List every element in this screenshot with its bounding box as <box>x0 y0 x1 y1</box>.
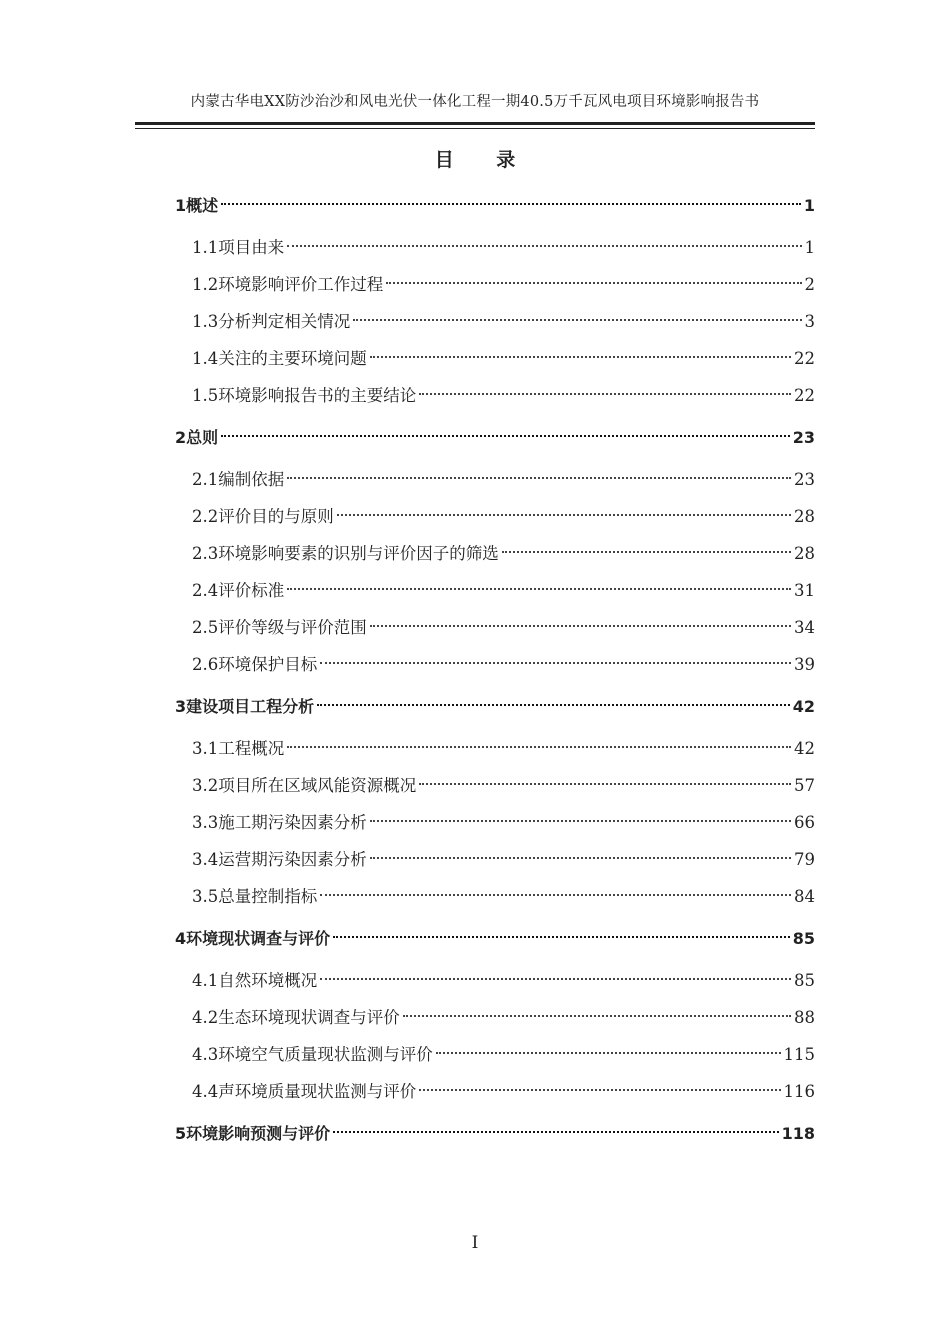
dot-leader <box>221 435 790 437</box>
toc-section-entry[interactable] <box>175 308 815 345</box>
toc-entry-label: 4.1自然环境概况 <box>192 971 318 990</box>
toc-entry-label: 2.5评价等级与评价范围 <box>192 618 367 637</box>
toc-entry-page: 42 <box>794 739 815 758</box>
dot-leader <box>419 393 791 395</box>
toc-entry-page: 3 <box>804 312 815 331</box>
toc-entry-page: 1 <box>803 196 815 215</box>
toc-entry-page: 79 <box>794 850 815 869</box>
dot-leader <box>370 857 791 859</box>
toc-section-entry[interactable] <box>175 809 815 846</box>
toc-section-entry[interactable] <box>175 651 815 688</box>
toc-entry-label: 2.6环境保护目标 <box>192 655 318 674</box>
toc-section-entry[interactable] <box>175 846 815 883</box>
toc-entry-page: 22 <box>794 349 815 368</box>
toc-entry-label: 4环境现状调查与评价 <box>175 929 331 948</box>
page-number: I <box>471 1233 479 1253</box>
dot-leader <box>386 282 801 284</box>
toc-entry-page: 88 <box>794 1008 815 1027</box>
toc-entry-page: 39 <box>794 655 815 674</box>
toc-title: 目 录 <box>434 149 534 171</box>
toc-entry-page: 1 <box>804 238 815 257</box>
header-rule-thin <box>135 128 815 129</box>
dot-leader <box>320 894 791 896</box>
toc-section-entry[interactable] <box>175 382 815 419</box>
toc-entry-label: 3.2项目所在区域风能资源概况 <box>192 776 417 795</box>
toc-entry-page: 57 <box>794 776 815 795</box>
toc-section-entry[interactable] <box>175 614 815 651</box>
dot-leader <box>287 477 791 479</box>
toc-section-entry[interactable] <box>175 1041 815 1078</box>
toc-section-entry[interactable] <box>175 234 815 271</box>
toc-entry-label: 1.3分析判定相关情况 <box>192 312 351 331</box>
header-rule-thick <box>135 122 815 125</box>
toc-entry-page: 115 <box>783 1045 815 1064</box>
toc-entry-label: 3建设项目工程分析 <box>175 697 315 716</box>
dot-leader <box>287 245 801 247</box>
toc-entry-page: 31 <box>794 581 815 600</box>
toc-entry-page: 85 <box>794 971 815 990</box>
toc-section-entry[interactable] <box>175 967 815 1004</box>
toc-section-entry[interactable] <box>175 466 815 503</box>
toc-chapter-entry[interactable] <box>175 424 815 461</box>
toc-entry-label: 3.1工程概况 <box>192 739 285 758</box>
toc-entry-label: 2.1编制依据 <box>192 470 285 489</box>
toc-entry-page: 42 <box>792 697 815 716</box>
dot-leader <box>333 936 790 938</box>
dot-leader <box>337 514 791 516</box>
toc-section-entry[interactable] <box>175 772 815 809</box>
toc-section-entry[interactable] <box>175 1004 815 1041</box>
toc-chapter-entry[interactable] <box>175 693 815 730</box>
toc-section-entry[interactable] <box>175 735 815 772</box>
toc-section-entry[interactable] <box>175 883 815 920</box>
toc-section-entry[interactable] <box>175 1078 815 1115</box>
toc-entry-label: 3.5总量控制指标 <box>192 887 318 906</box>
toc-entry-page: 22 <box>794 386 815 405</box>
toc-entry-page: 23 <box>794 470 815 489</box>
dot-leader <box>436 1052 781 1054</box>
toc-entry-label: 1.4关注的主要环境问题 <box>192 349 367 368</box>
dot-leader <box>353 319 801 321</box>
toc-section-entry[interactable] <box>175 503 815 540</box>
toc-entry-label: 2.4评价标准 <box>192 581 285 600</box>
toc-chapter-entry[interactable] <box>175 192 815 229</box>
toc-entry-label: 2.2评价目的与原则 <box>192 507 334 526</box>
dot-leader <box>370 356 791 358</box>
toc-entry-label: 5环境影响预测与评价 <box>175 1124 331 1143</box>
toc-section-entry[interactable] <box>175 540 815 577</box>
table-of-contents <box>175 192 815 1162</box>
running-header: 内蒙古华电XX防沙治沙和风电光伏一体化工程一期40.5万千瓦风电项目环境影响报告书 <box>190 94 760 110</box>
dot-leader <box>403 1015 791 1017</box>
toc-entry-page: 84 <box>794 887 815 906</box>
toc-entry-page: 2 <box>804 275 815 294</box>
dot-leader <box>419 783 791 785</box>
toc-entry-label: 4.4声环境质量现状监测与评价 <box>192 1082 417 1101</box>
dot-leader <box>221 203 801 205</box>
dot-leader <box>370 820 791 822</box>
toc-entry-page: 85 <box>792 929 815 948</box>
toc-entry-page: 118 <box>781 1124 815 1143</box>
toc-entry-label: 2总则 <box>175 428 219 447</box>
toc-entry-label: 1.1项目由来 <box>192 238 285 257</box>
toc-entry-label: 4.3环境空气质量现状监测与评价 <box>192 1045 433 1064</box>
dot-leader <box>287 588 791 590</box>
dot-leader <box>320 978 791 980</box>
toc-entry-label: 2.3环境影响要素的识别与评价因子的筛选 <box>192 544 499 563</box>
dot-leader <box>320 662 791 664</box>
toc-section-entry[interactable] <box>175 271 815 308</box>
toc-entry-label: 1.2环境影响评价工作过程 <box>192 275 384 294</box>
toc-entry-label: 3.3施工期污染因素分析 <box>192 813 367 832</box>
dot-leader <box>502 551 791 553</box>
toc-entry-page: 34 <box>794 618 815 637</box>
dot-leader <box>333 1131 778 1133</box>
toc-entry-label: 4.2生态环境现状调查与评价 <box>192 1008 400 1027</box>
toc-entry-label: 3.4运营期污染因素分析 <box>192 850 367 869</box>
toc-entry-label: 1概述 <box>175 196 219 215</box>
dot-leader <box>317 704 790 706</box>
toc-section-entry[interactable] <box>175 345 815 382</box>
toc-entry-page: 116 <box>783 1082 815 1101</box>
toc-entry-page: 23 <box>792 428 815 447</box>
toc-entry-page: 66 <box>794 813 815 832</box>
dot-leader <box>287 746 791 748</box>
toc-chapter-entry[interactable] <box>175 1120 815 1157</box>
toc-entry-page: 28 <box>794 544 815 563</box>
toc-entry-label: 1.5环境影响报告书的主要结论 <box>192 386 417 405</box>
dot-leader <box>419 1089 780 1091</box>
toc-chapter-entry[interactable] <box>175 925 815 962</box>
toc-section-entry[interactable] <box>175 577 815 614</box>
dot-leader <box>370 625 791 627</box>
toc-entry-page: 28 <box>794 507 815 526</box>
